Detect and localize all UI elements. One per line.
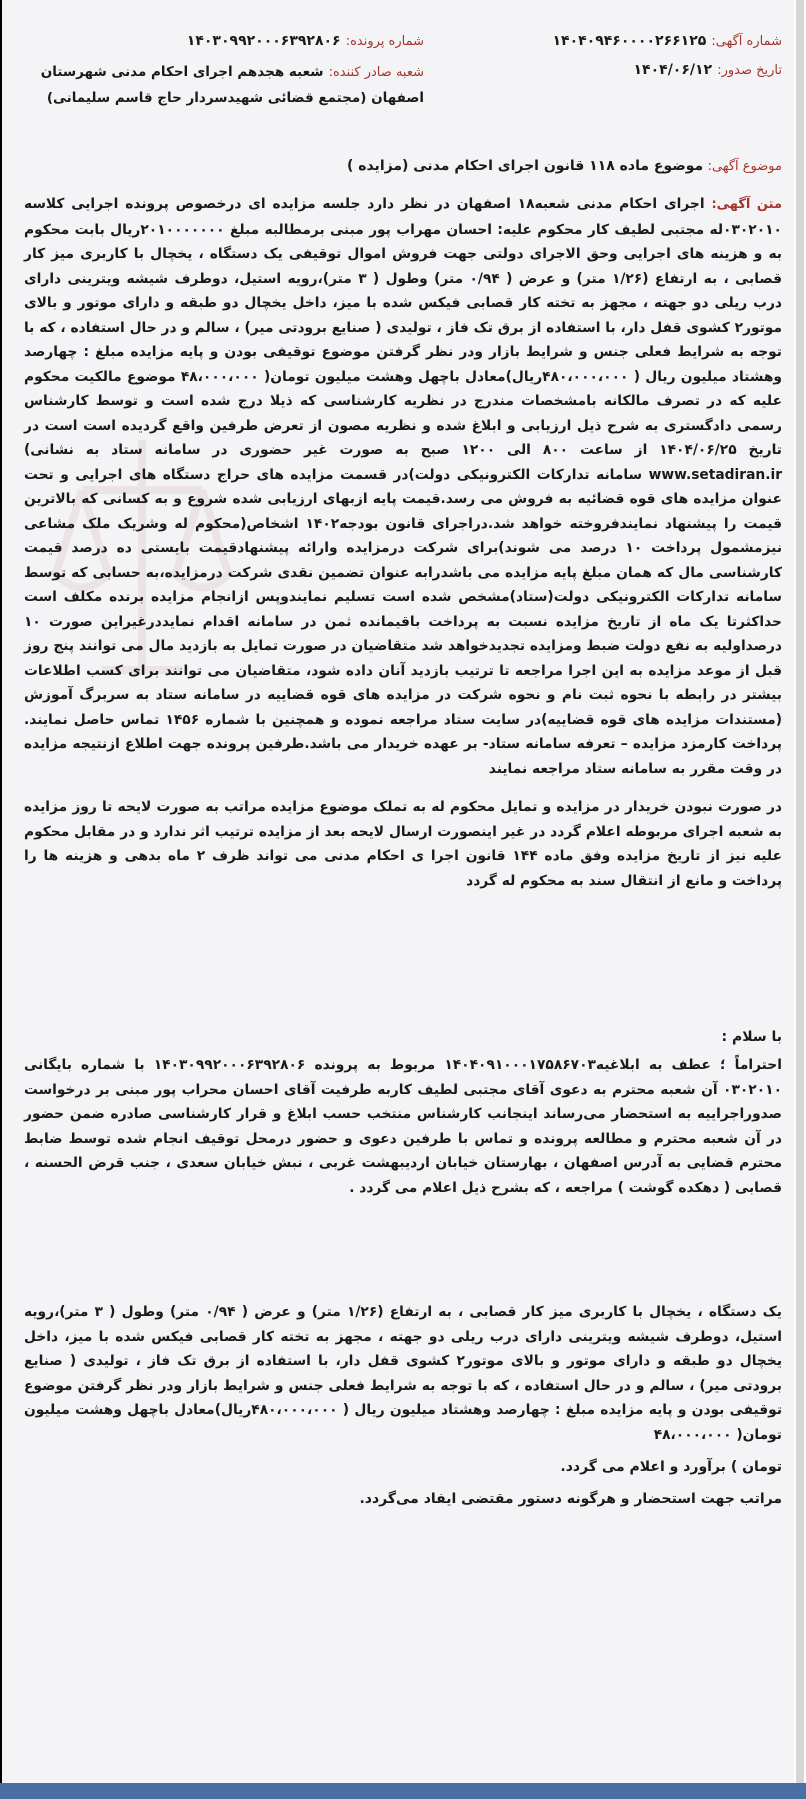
issuer-label: شعبه صادر کننده: (328, 65, 424, 80)
body-paragraph-4: یک دستگاه ، یخچال با کاربری میز کار قصابی ، به ارتفاع (۱/۲۶ متر) و عرض ( ۰/۹۴ متر) وطول ( ۳ متر)،رویه استیل، دوطرف شیشه ویترینی دارای درب ریلی دو جهته ، مجهز به تخته کار قصابی فیکس شده با میز، داخل یخچال دو طبقه و دارای موتور و بالای موتور۲ کشوی قفل دار، با استفاده از برق تک فاز ، تولیدی ( صنایع برودتی میر) ، سالم و در حال استفاده ، که با توجه به شرایط فعلی جنس و شرایط بازار ودر نظر گرفتن موضوع توقیفی بودن و پایه مزایده مبلغ : چهارصد وهشتاد میلیون ریال ( ۴۸۰،۰۰۰،۰۰۰ریال)معادل باچهل وهشت میلیون تومان( ۴۸،۰۰۰،۰۰۰ (24, 1304, 783, 1443)
body-paragraph-2: در صورت نبودن خریدار در مزایده و تمایل محکوم له به تملک موضوع مزایده مراتب به صورت لایحه تا روز مزایده به شعبه اجرای مربوطه اعلام گردد در غیر اینصورت ارسال لایحه بعد از مزایده ترتیب اثر ندارد و در مقابل محکوم علیه نیز از تاریخ مزایده وفق ماده ۱۴۴ قانون اجرا ی احکام مدنی می تواند ظرف ۲ ماه بدهی و هزینه ها را پرداخت و مانع از انتقال سند به محکوم له گردد (24, 799, 782, 889)
body-paragraph-1 (24, 192, 782, 781)
ad-content (24, 30, 782, 1511)
ad-number-value: ۱۴۰۴۰۹۴۶۰۰۰۰۲۶۶۱۲۵ (552, 33, 707, 49)
ad-number-label: شماره آگهی: (711, 34, 782, 49)
header-row-2 (24, 59, 782, 110)
spacer (24, 893, 782, 1029)
case-number-label: شماره پرونده: (345, 34, 424, 49)
bottom-bar (0, 1783, 806, 1799)
spacer (24, 1200, 782, 1300)
header-row-1 (24, 30, 782, 49)
case-number-field (24, 30, 424, 49)
ad-number-field (442, 30, 782, 49)
subject-label: موضوع آگهی: (707, 159, 782, 174)
body-paragraph-3: احتراماً ؛ عطف به ابلاغیه۱۴۰۴۰۹۱۰۰۰۱۷۵۸۶۷۰۳ مربوط به پرونده ۱۴۰۳۰۹۹۲۰۰۰۶۳۹۲۸۰۶ با شماره بایگانی ۰۳۰۲۰۱۰ آن شعبه محترم به دعوی آقای مجتبی لطیف کاربه طرفیت آقای احسان محراب پور مبنی بر درخواست صدوراجراییه به استحضار می‌رساند اینجانب کارشناس منتخب حسب ابلاغ و قرار کارشناسی صادره ضمن حضور در آن شعبه محترم و مطالعه پرونده و تماس با طرفین دعوی و حضور درمحل توقیف انجام شده توسط ضابط محترم قضایی به آدرس اصفهان ، بهارستان خیابان اردیبهشت غربی ، نبش خیابان سعدی ، جنب قرض الحسنه ، قصابی ( دهکده گوشت ) مراجعه ، که بشرح ذیل اعلام می گردد . (24, 1057, 782, 1196)
subject-field (24, 158, 782, 174)
issuer-value: شعبه هجدهم اجرای احکام مدنی شهرستان اصفهان (مجتمع قضائی شهیدسردار حاج قاسم سلیمانی) (40, 64, 424, 106)
issuer-field (24, 59, 424, 110)
issue-date-field (442, 59, 782, 78)
vertical-scrollbar[interactable] (796, 0, 804, 1783)
case-number-value: ۱۴۰۳۰۹۹۲۰۰۰۶۳۹۲۸۰۶ (186, 33, 341, 49)
issue-date-label: تاریخ صدور: (717, 63, 782, 78)
body-line-5: تومان ) برآورد و اعلام می گردد. (560, 1459, 782, 1475)
body-paragraph-1-text: اجرای احکام مدنی شعبه۱۸ اصفهان در نظر دارد جلسه مزایده ای درخصوص پرونده اجرایی کلاسه ۰۳۰۲۰۱۰له مجتبی لطیف کار محکوم علیه: احسان مهراب پور مبنی برمطالبه مبلغ ۲۰۱۰۰۰۰۰۰۰ریال بابت محکوم به و هزینه های اجرایی وحق الاجرای دولتی جهت فروش اموال توقیفی یک دستگاه ، یخچال با کاربری میز کار قصابی ، به ارتفاع (۱/۲۶ متر) و عرض ( ۰/۹۴ متر) وطول ( ۳ متر)،رویه استیل، دوطرف شیشه ویترینی دارای درب ریلی دو جهته ، مجهز به تخته کار قصابی فیکس شده با میز، داخل یخچال دو طبقه و دارای موتور و بالای موتور۲ کشوی قفل دار، با استفاده از برق تک فاز ، تولیدی ( صنایع برودتی میر) ، سالم و در حال استفاده ، که با توجه به شرایط فعلی جنس و شرایط بازار ودر نظر گرفتن موضوع توقیفی بودن و پایه مزایده مبلغ : چهارصد وهشتاد میلیون ریال ( ۴۸۰،۰۰۰،۰۰۰ریال)معادل باچهل وهشت میلیون تومان( ۴۸،۰۰۰،۰۰۰ موضوع مالکیت محکوم علیه که در تصرف مالکانه بامشخصات مندرج در نظریه کارشناسی که ذیلا درج شده است و توسط کارشناس رسمی دادگستری به شرح ذیل ارزیابی و ابلاغ شده و نظریه مصون از تعرض طرفین واقع گردیده است است در تاریخ ۱۴۰۴/۰۶/۲۵ از ساعت ۸۰۰ الی ۱۲۰۰ صبح به صورت غیر حضوری در سامانه ستاد به نشانی) www.setadiran.ir سامانه تدارکات الکترونیکی دولت)در قسمت مزایده های حراج دستگاه های اجرایی و تحت عنوان مزایده های قوه قضائیه به فروش می رسد.قیمت پایه ازبهای ارزیابی شده شروع و به کسانی که بالاترین قیمت را پیشنهاد نمایندفروخته خواهد شد.دراجرای قانون بودجه۱۴۰۲ اشخاص(محکوم له وشریک ملک مشاعی نیزمشمول پرداخت ۱۰ درصد می شوند)برای شرکت درمزایده وارائه پیشنهادقیمت بایستی ده درصد قیمت کارشناسی مال که همان مبلغ پایه مزایده می باشدرابه عنوان تضمین نقدی شرکت درمزایده،به حسابی که توسط سامانه تدارکات الکترونیکی دولت(ستاد)مشخص شده است تسلیم نمایندوپس ازانجام مزایده برنده مکلف است حداکثرتا یک ماه از تاریخ مزایده نسبت به پرداخت باقیمانده ثمن در سامانه اقدام نمایددرغیراین صورت ۱۰ درصداولیه به نفع دولت ضبط ومزایده تجدیدخواهد شد متقاضیان در صورت تمایل به بازدید مال می توانند پنج روز قبل از موعد مزایده به این اجرا مراجعه تا ترتیب بازدید آنان داده شود، متقاضیان می توانند برای کسب اطلاعات بیشتر در رابطه با نحوه ثبت نام و نحوه شرکت در مزایده های قوه قضاییه در سامانه ستاد به سربرگ آموزش (مستندات مزایده های قوه قضاییه)در سایت ستاد مراجعه نموده و همچنین با شماره ۱۴۵۶ تماس حاصل نمایند. پرداخت کارمزد مزایده – تعرفه سامانه ستاد- بر عهده خریدار می باشد.طرفین پرونده جهت اطلاع ازنتیجه مزایده در وقت مقرر به سامانه ستاد مراجعه نمایند (24, 196, 783, 777)
greeting: با سلام : (721, 1029, 782, 1045)
issue-date-value: ۱۴۰۴/۰۶/۱۲ (633, 62, 713, 78)
body-label: متن آگهی: (711, 197, 782, 212)
subject-value: موضوع ماده ۱۱۸ قانون اجرای احکام مدنی (مزایده ) (346, 158, 704, 174)
body-line-6: مراتب جهت استحضار و هرگونه دستور مقتضی ایفاد می‌گردد. (359, 1491, 782, 1507)
